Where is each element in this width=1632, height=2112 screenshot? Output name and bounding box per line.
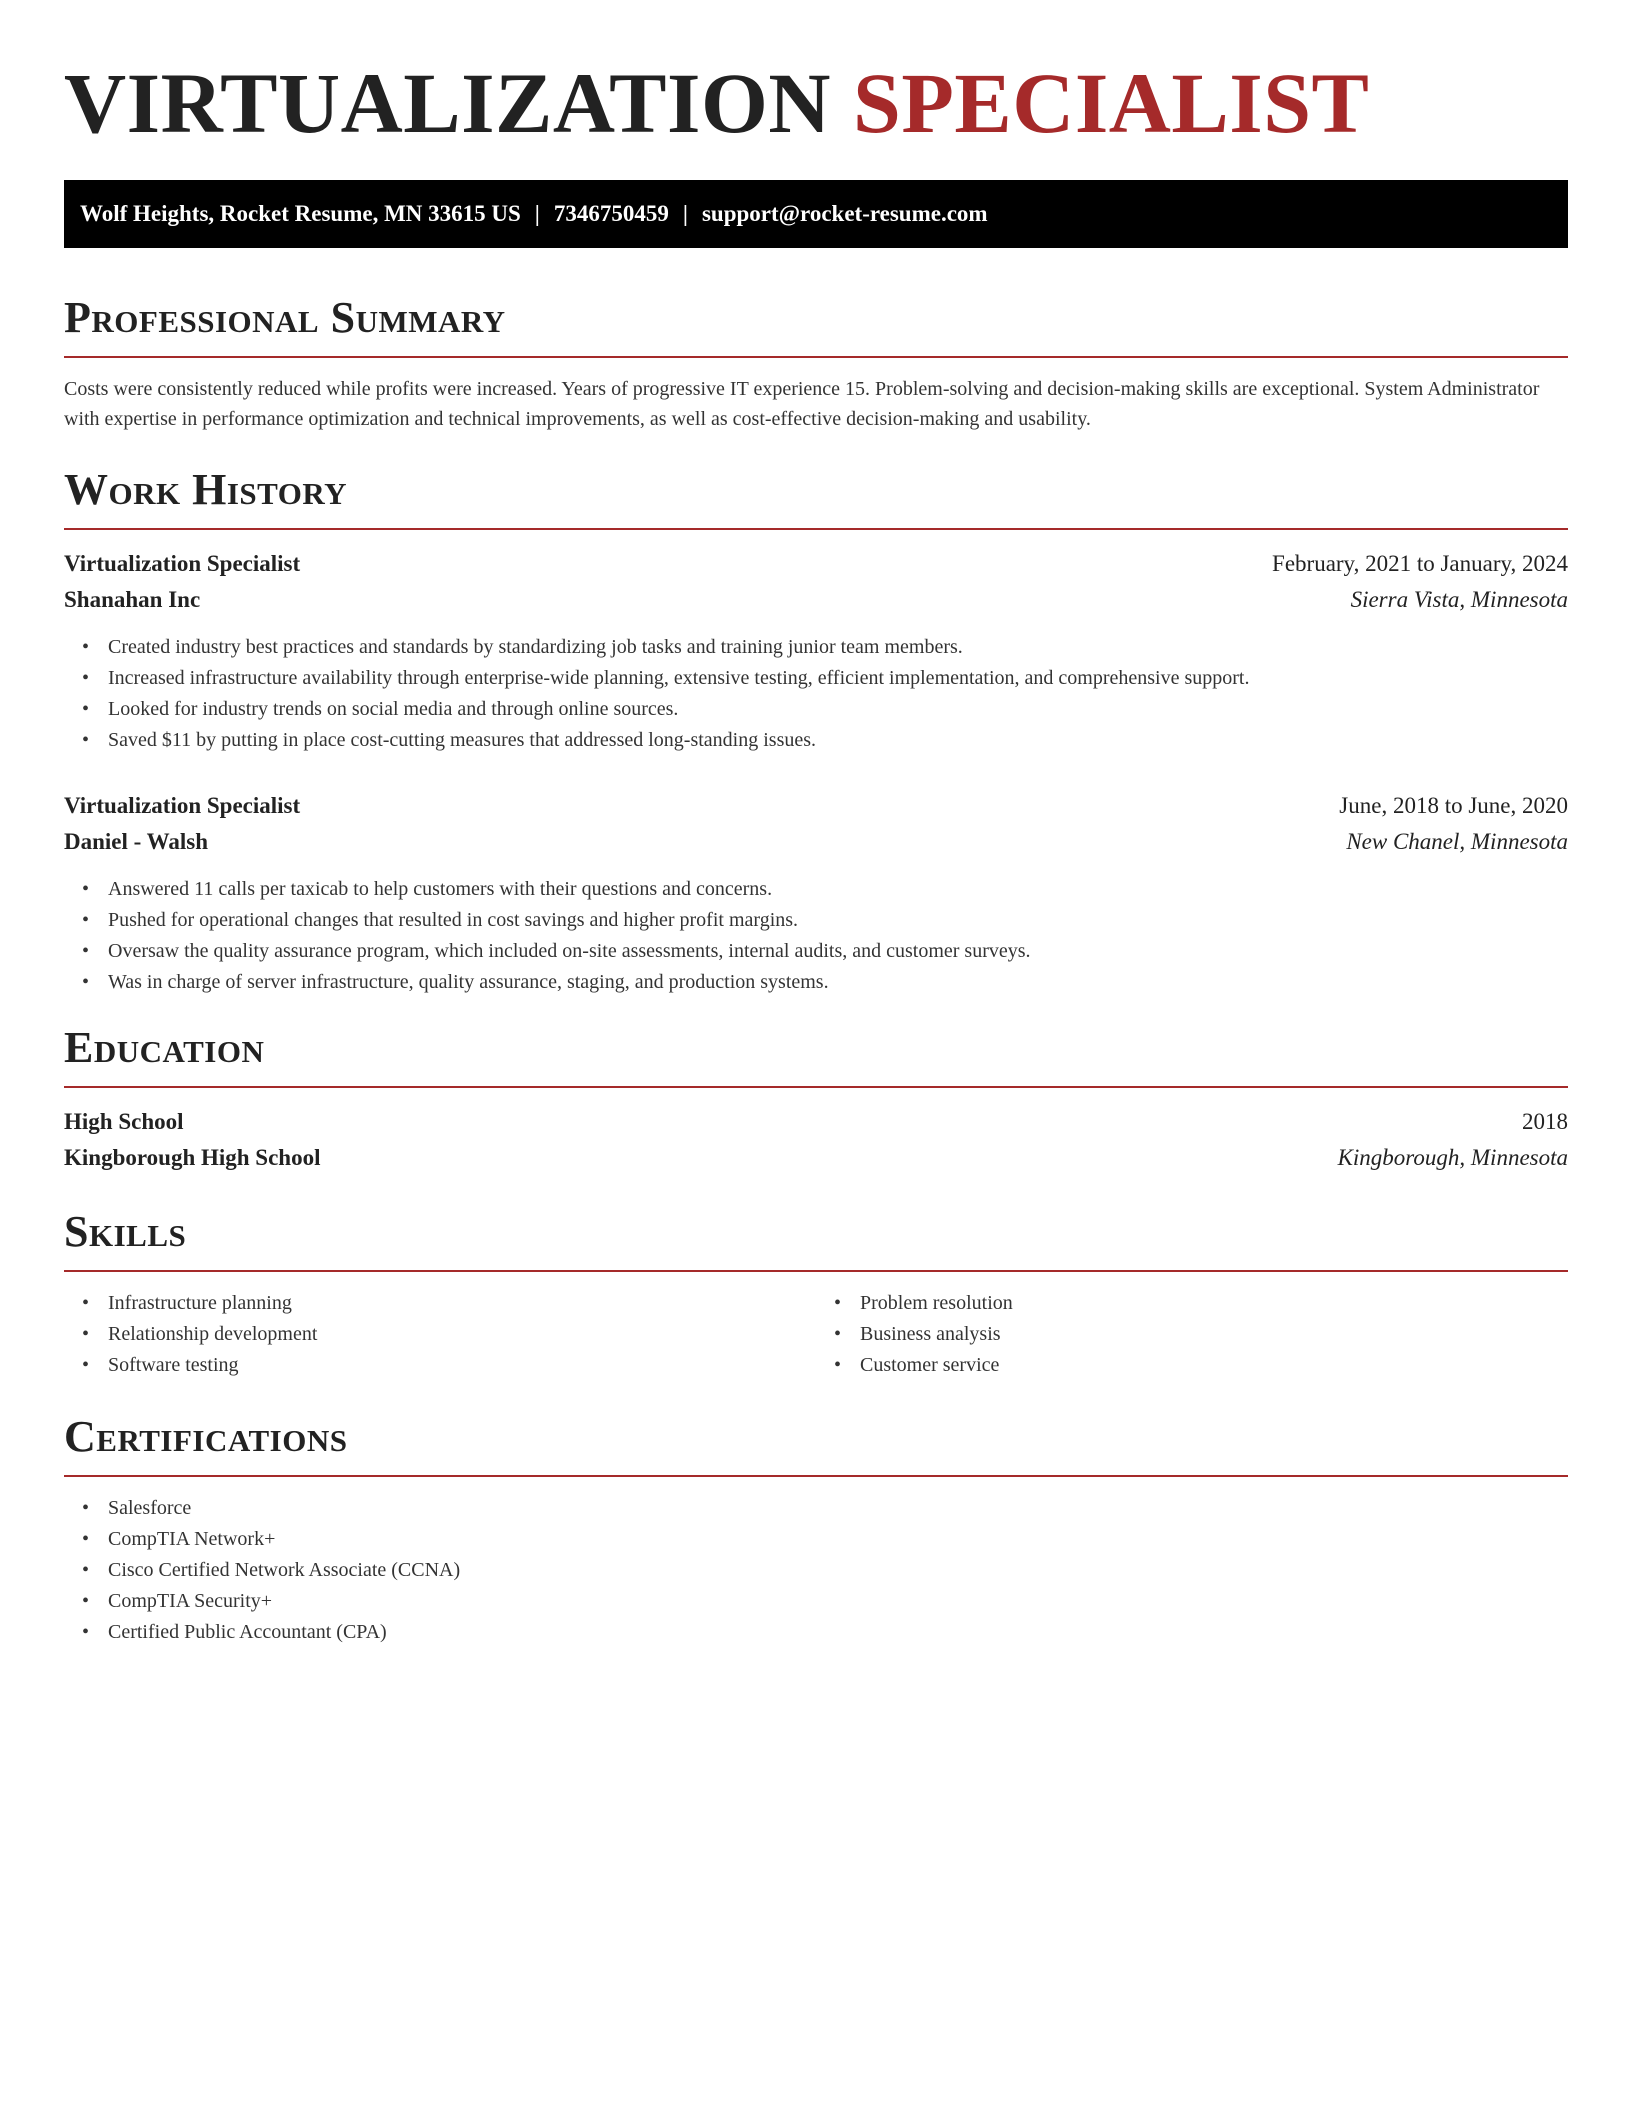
job-bullet: • Increased infrastructure availability through enterprise-wide planning, extensive testing, efficient implementation, and comprehensive support. [108, 663, 1568, 694]
title-main: VIRTUALIZATION [64, 55, 831, 151]
resume-title [64, 54, 1568, 152]
contact-separator: | [534, 201, 540, 226]
education-location: Kingborough, Minnesota [1337, 1145, 1568, 1170]
education-degree-row [64, 1104, 1568, 1140]
contact-address: Wolf Heights, Rocket Resume, MN 33615 US [80, 201, 521, 226]
job-bullet: • Oversaw the quality assurance program, which included on-site assessments, internal audits, and customer surveys. [108, 936, 1568, 967]
job-title: Virtualization Specialist [64, 793, 301, 818]
work-history-heading: Work History [64, 465, 348, 514]
skills-column-left [64, 1288, 816, 1381]
summary-text: Costs were consistently reduced while profits were increased. Years of progressive IT experience 15. Problem-solving and decision-making skills are exceptional. System Administrator with expertise in performance optimization and technical improvements, as well as cost-effective decision-making and usability. [64, 378, 1540, 430]
job-bullet: • Looked for industry trends on social media and through online sources. [108, 694, 1568, 725]
job-company: Daniel - Walsh [64, 829, 208, 854]
contact-separator: | [682, 201, 688, 226]
section-divider [64, 1270, 1568, 1272]
job-bullet: • Saved $11 by putting in place cost-cutting measures that addressed long-standing issues. [108, 725, 1568, 756]
skill-item: • Infrastructure planning [108, 1288, 816, 1319]
contact-bar [64, 180, 1568, 248]
skill-item: • Customer service [860, 1350, 1568, 1381]
job-title-row [64, 788, 1568, 824]
certification-item: • Certified Public Accountant (CPA) [108, 1617, 1568, 1648]
job-company-row [64, 582, 1568, 618]
section-divider [64, 1086, 1568, 1088]
summary-heading: Professional Summary [64, 293, 506, 342]
skills-grid [64, 1288, 1568, 1381]
job-company: Shanahan Inc [64, 587, 201, 612]
skill-item: • Relationship development [108, 1319, 816, 1350]
certifications-heading: Certifications [64, 1412, 348, 1461]
education-school: Kingborough High School [64, 1145, 321, 1170]
skills-heading: Skills [64, 1207, 187, 1256]
title-accent: SPECIALIST [852, 55, 1370, 151]
education-heading: Education [64, 1023, 265, 1072]
job-bullet: • Pushed for operational changes that resulted in cost savings and higher profit margins. [108, 905, 1568, 936]
contact-phone: 7346750459 [553, 201, 669, 226]
contact-email: support@rocket-resume.com [701, 201, 988, 226]
job-company-row [64, 824, 1568, 860]
certification-item: • Salesforce [108, 1493, 1568, 1524]
section-divider [64, 356, 1568, 358]
certifications-list [64, 1493, 1568, 1648]
job-location: Sierra Vista, Minnesota [1350, 587, 1568, 612]
skill-item: • Business analysis [860, 1319, 1568, 1350]
job-entry [64, 788, 1568, 998]
skill-item: • Problem resolution [860, 1288, 1568, 1319]
certification-item: • CompTIA Network+ [108, 1524, 1568, 1555]
job-bullets [64, 632, 1568, 756]
job-bullet: • Was in charge of server infrastructure, quality assurance, staging, and production systems. [108, 967, 1568, 998]
job-bullet: • Answered 11 calls per taxicab to help customers with their questions and concerns. [108, 874, 1568, 905]
job-entry [64, 546, 1568, 756]
job-bullet: • Created industry best practices and standards by standardizing job tasks and training junior team members. [108, 632, 1568, 663]
education-section [64, 1022, 1568, 1176]
job-title: Virtualization Specialist [64, 551, 301, 576]
certifications-section [64, 1411, 1568, 1648]
certification-item: • CompTIA Security+ [108, 1586, 1568, 1617]
section-divider [64, 528, 1568, 530]
education-year: 2018 [1522, 1109, 1568, 1134]
work-history-section [64, 464, 1568, 998]
skill-item: • Software testing [108, 1350, 816, 1381]
job-title-row [64, 546, 1568, 582]
job-dates: June, 2018 to June, 2020 [1339, 793, 1568, 818]
job-bullets [64, 874, 1568, 998]
skills-column-right [816, 1288, 1568, 1381]
job-dates: February, 2021 to January, 2024 [1272, 551, 1568, 576]
education-school-row [64, 1140, 1568, 1176]
skills-section [64, 1206, 1568, 1381]
section-divider [64, 1475, 1568, 1477]
certification-item: • Cisco Certified Network Associate (CCNA) [108, 1555, 1568, 1586]
education-degree: High School [64, 1109, 184, 1134]
summary-section [64, 292, 1568, 434]
job-location: New Chanel, Minnesota [1346, 829, 1568, 854]
